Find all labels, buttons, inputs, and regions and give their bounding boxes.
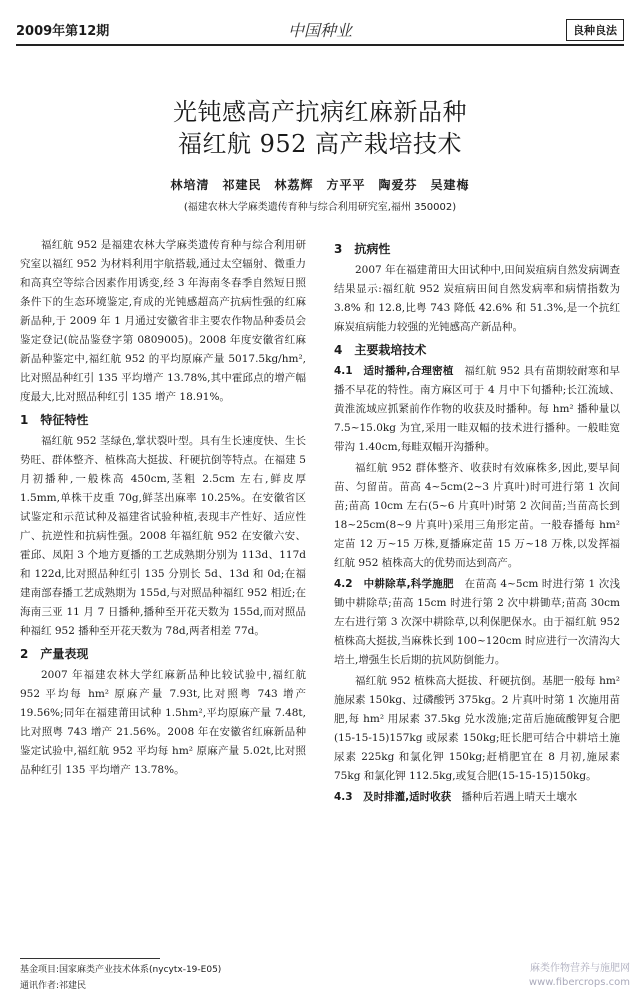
section-2-heading: 2 产量表现 (20, 647, 89, 661)
title-line-1: 光钝感高产抗病红麻新品种 (173, 98, 467, 126)
section-4-2-text-2: 福红航 952 植株高大挺拔、秆硬抗倒。基肥一般每 hm² 施尿素 150kg、过磷酸钙 375kg。2 片真叶时第 1 次施用苗肥,每 hm² 用尿素 37.5kg 兑水泼施;定苗后施硫酸钾复合肥(15-15-15)157kg 或尿素 150kg;旺长肥可结合中耕培土施尿素 225kg 和氯化钾 150kg;赶梢肥宜在 8 月初,施尿素 75kg 和氯化钾 112.5kg,或复合肥(15-15-15)150kg。 (334, 675, 620, 782)
section-4-3-label: 4.3 及时排灌,适时收获 (334, 791, 452, 803)
section-4-2-text: 在苗高 4~5cm 时进行第 1 次浅锄中耕除草;苗高 15cm 时进行第 2 次中耕锄草;苗高 30cm 左右进行第 3 次深中耕除草,以利保肥保水。由于福红航 952 植株高大挺拔,当麻株长到 100~120cm 时应进行一次清沟大培土,增强生长后期的抗风防倒能力。 (334, 578, 621, 666)
section-4-1-label: 4.1 适时播种,合理密植 (334, 365, 454, 377)
journal-name: 中国种业 (287, 21, 352, 40)
section-4-heading: 4 主要栽培技术 (334, 343, 427, 357)
section-1-text: 福红航 952 茎绿色,掌状裂叶型。具有生长速度快、生长势旺、群体整齐、植株高大挺拔、秆硬抗倒等特点。在福建 5 月初播种,一般株高 450cm,茎粗 2.5cm 左右,鲜皮厚 1.5mm,单株干皮重 70g,鲜茎出麻率 10.25%。在安徽省区试鉴定和示范试种及福建省试验种植,表现丰产性好、适应性广、抗逆性和抗病性强。2008 年福红航 952 在安徽六安、霍邱、凤阳 3 个地方夏播的工艺成熟期分别为 113d、117d 和 122d,比对照品种红引 135 分别长 5d、13d 和 0d;在福建南部春播工艺成熟期为 155d,与对照品种福红 952 相近;在海南三亚 11 月 7 日播种,播种至开花天数为 155d,而对照品种福红 952 播种至开花天数为 78d,两者相差 77d。 (20, 435, 306, 637)
title-line-2: 福红航 952 高产栽培技术 (177, 130, 463, 158)
issue-label: 2009年第12期 (16, 24, 110, 39)
authors: 林培清 祁建民 林荔辉 方平平 陶爱芬 吴建梅 (170, 178, 470, 192)
section-badge: 良种良法 (566, 19, 624, 41)
section-4-1 (334, 362, 620, 457)
header-rule (16, 44, 624, 46)
watermark (529, 962, 630, 990)
affiliation: (福建农林大学麻类遗传育种与综合利用研究室,福州 350002) (183, 202, 457, 213)
footnote-rule (20, 958, 160, 959)
section-2-text: 2007 年福建农林大学红麻新品种比较试验中,福红航 952 平均每 hm² 原麻产量 7.93t,比对照粤 743 增产 19.56%;同年在福建莆田试种 1.5hm²,平均原麻产量 7.48t,比对照粤 743 增产 21.56%。2008 年在安徽省红麻新品种鉴定试验中,福红航 952 平均每 hm² 原麻产量 5.02t,比对照品种红引 135 平均增产 13.78%。 (20, 669, 306, 776)
section-1-heading: 1 特征特性 (20, 413, 89, 427)
page-header (16, 16, 624, 44)
intro-paragraph: 福红航 952 是福建农林大学麻类遗传育种与综合利用研究室以福红 952 为材料利用宇航搭载,通过太空辐射、微重力和高真空等综合因素作用诱变,经 3 年海南冬春季自然短日照条件下的生态环境鉴定,育成的光钝感超高产抗病性强的红麻新品种,于 2009 年 1 月通过安徽省非主要农作物品种委员会鉴定登记(皖品鉴登字第 0809005)。2008 年度安徽省红麻新品种鉴定中,福红航 952 的平均原麻产量 5017.5kg/hm²,比对照品种红引 135 平均增产 13.78%,其中霍邱点的增产幅度最大,比对照品种红引 135 增产 18.91%。 (20, 239, 306, 403)
section-4-3 (334, 788, 620, 807)
section-4-3-text: 播种后若遇上晴天土壤水 (451, 791, 578, 803)
section-4-2 (334, 575, 620, 670)
corresponding-author: 通讯作者:祁建民 (20, 981, 87, 991)
section-4-2-label: 4.2 中耕除草,科学施肥 (334, 578, 454, 590)
section-4-1-text: 福红航 952 具有苗期较耐寒和早播不早花的特性。南方麻区可于 4 月中下旬播种;长江流域、黄淮流域应抓紧前作作物的收获及时播种。每 hm² 播种量以 7.5~15.0kg 为宜,采用一畦双幅的技术进行播种。一般畦宽带沟 1.40cm,每畦双幅开沟播种。 (334, 365, 620, 453)
section-3-heading: 3 抗病性 (334, 242, 391, 256)
right-column (334, 236, 620, 809)
left-column (20, 236, 306, 782)
watermark-line-2: www.fibercrops.com (528, 977, 630, 988)
section-3-text: 2007 年在福建莆田大田试种中,田间炭疽病自然发病调查结果显示:福红航 952 炭疽病田间自然发病率和病情指数为 3.8% 和 12.8,比粤 743 降低 42.6% 和 51.3%,是一个抗红麻炭疽病能力较强的光钝感高产新品种。 (334, 264, 620, 333)
watermark-line-1: 麻类作物营养与施肥网 (530, 963, 630, 974)
section-4-1-text-2: 福红航 952 群体整齐、收获时有效麻株多,因此,要早间苗、匀留苗。苗高 4~5cm(2~3 片真叶)时可进行第 1 次间苗;苗高 10cm 左右(5~6 片真叶)时第 2 次间苗;当苗高长到 18~25cm(8~9 片真叶)采用三角形定苗。一般春播每 hm² 定苗 12 万~15 万株,夏播麻定苗 15 万~18 万株,以发挥福红航 952 植株高大的优势而达到高产。 (334, 462, 620, 569)
fund-note: 基金项目:国家麻类产业技术体系(nycytx-19-E05) (20, 965, 222, 975)
